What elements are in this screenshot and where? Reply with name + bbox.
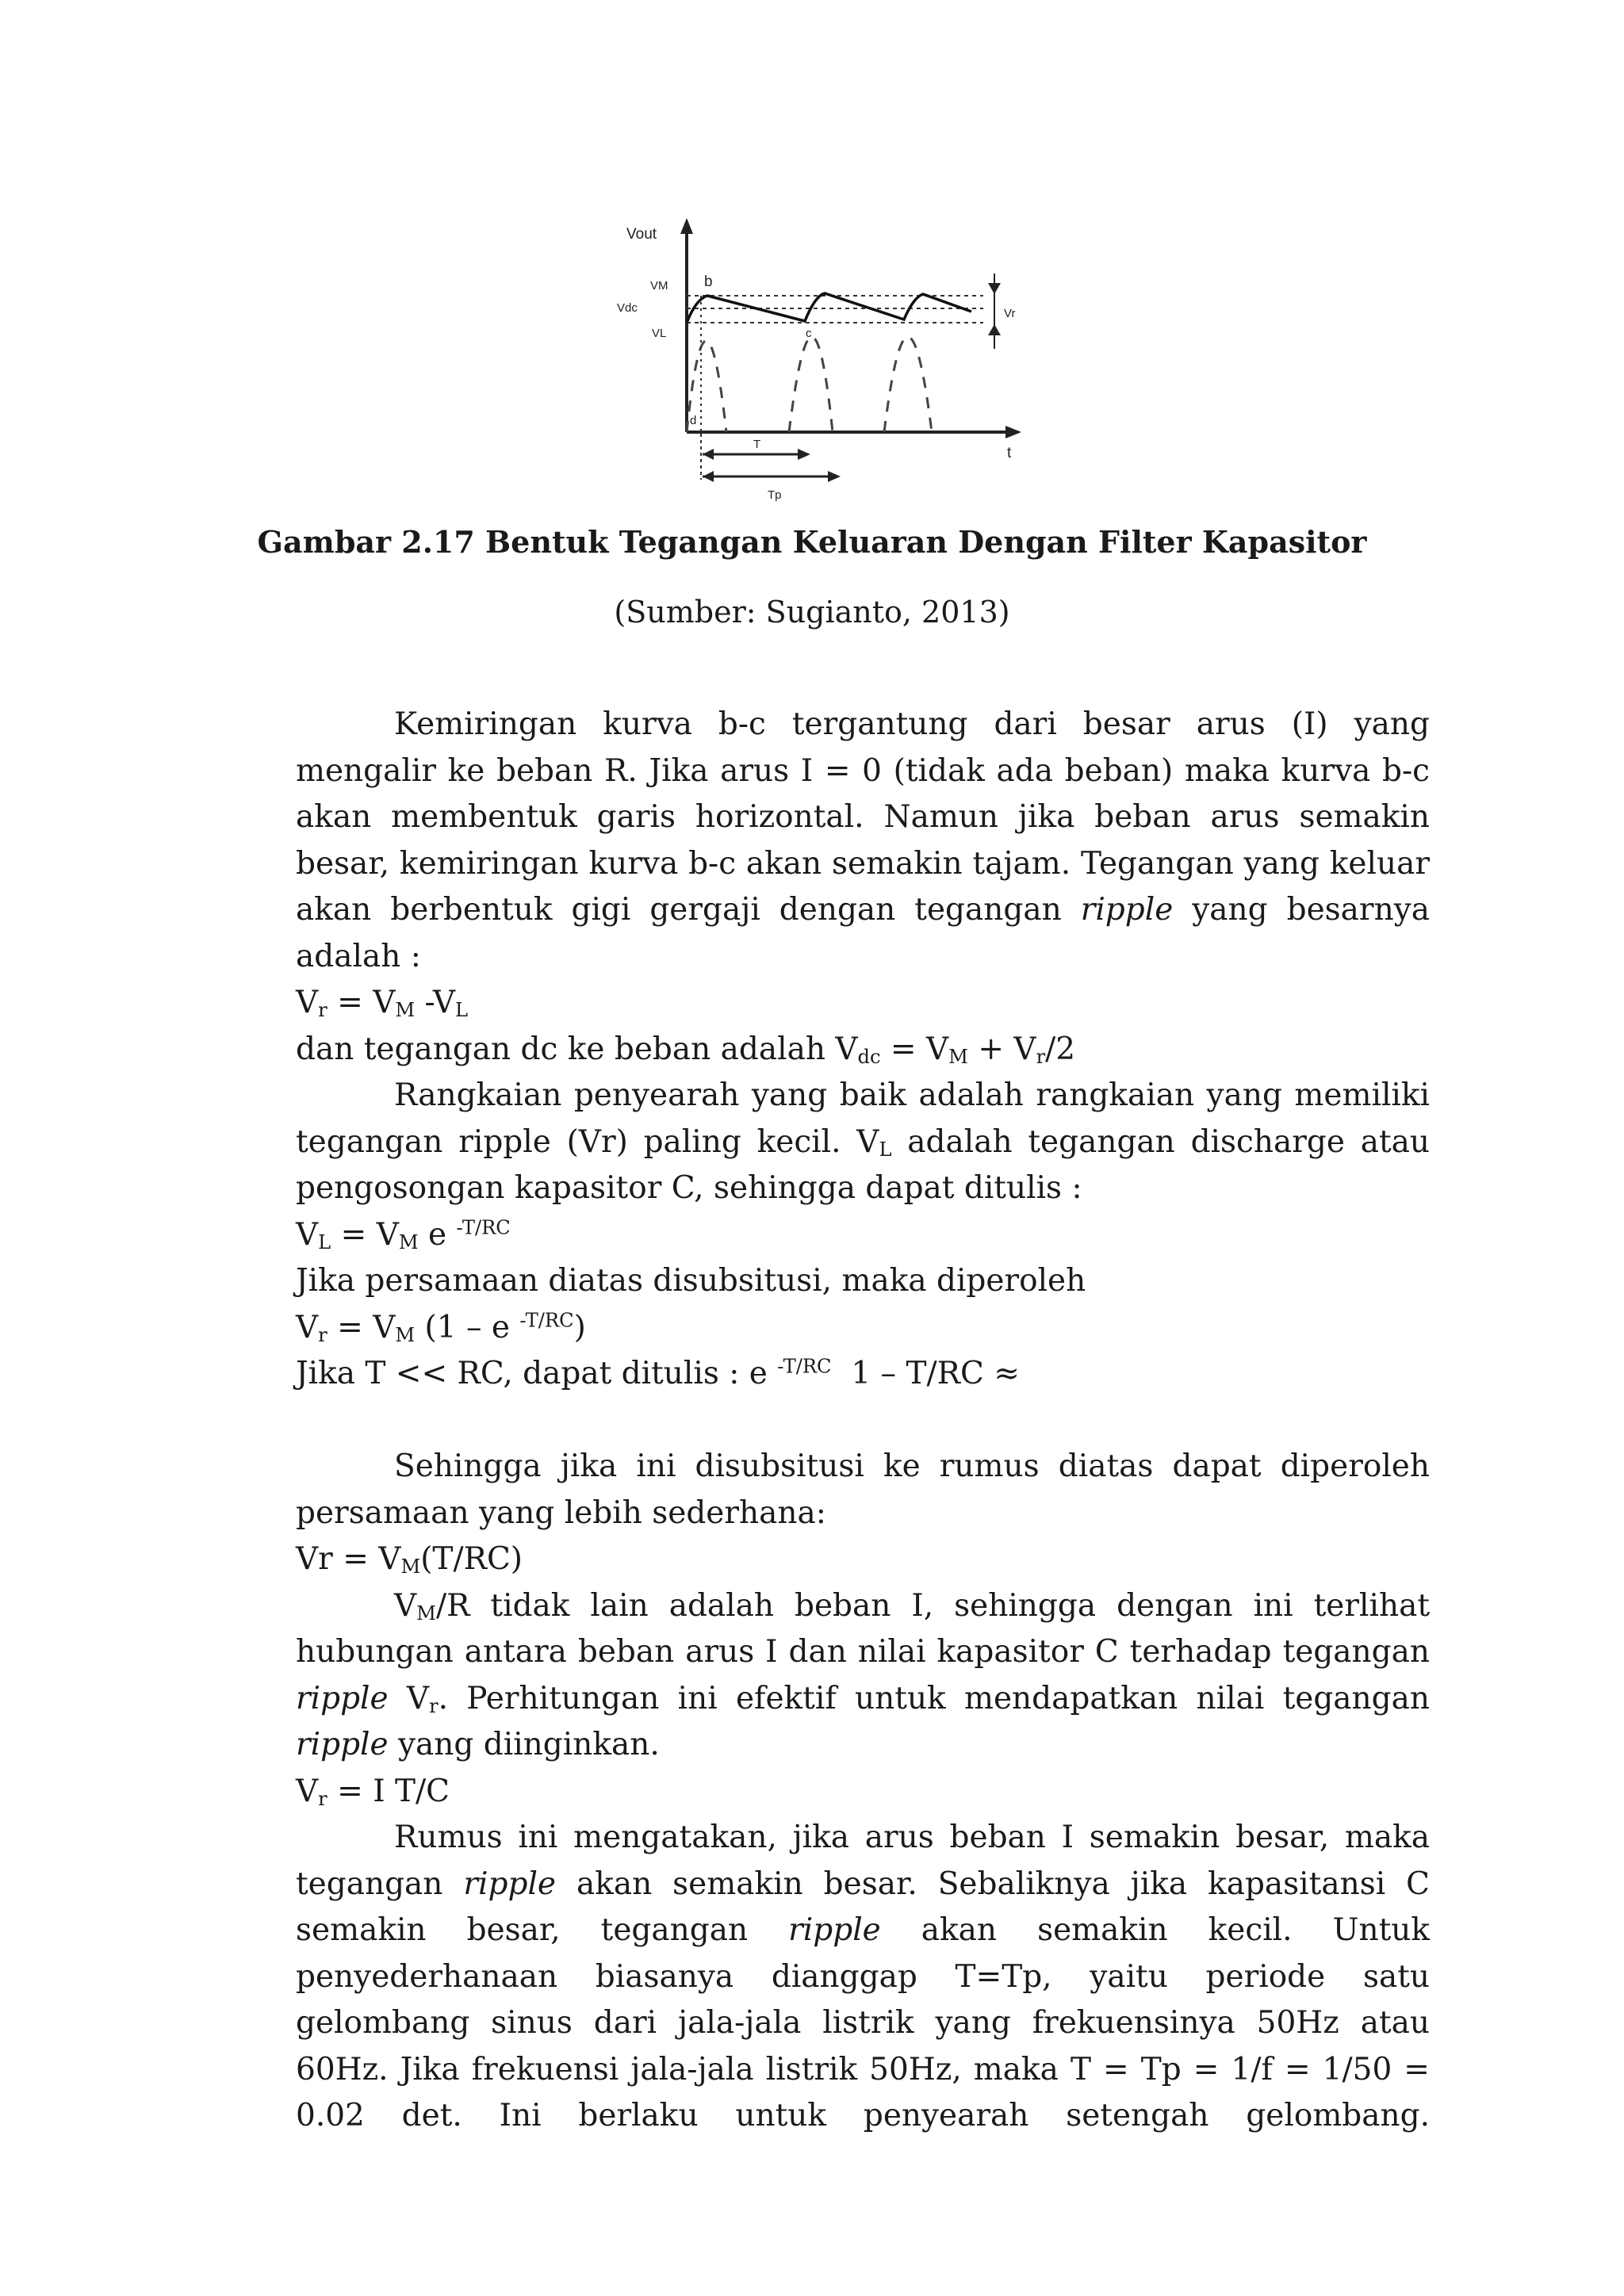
ripple-waveform-diagram — [611, 210, 1039, 511]
period-t-arrow-right — [798, 449, 810, 460]
t-axis-arrow — [1005, 426, 1021, 438]
line-approximation: Jika T << RC, dapat ditulis : e $^{-T/RC}$ 1 – T/RC ≈ — [296, 1355, 1020, 1391]
vr-arrow-up — [988, 324, 1001, 335]
body-text — [296, 702, 1430, 2140]
y-axis-arrow — [680, 218, 693, 234]
label-vm: VM — [650, 279, 668, 293]
paragraph-2: Rangkaian penyearah yang baik adalah rangkaian yang memiliki tegangan ripple (Vr) paling kecil. $V_L$ adalah tegangan discharge atau pengosongan kapasitor C, sehingga dapat ditulis : — [296, 1077, 1430, 1206]
equation-vr-itc: $V_r = I$ T/C — [296, 1773, 450, 1810]
paragraph-5: Rumus ini mengatakan, jika arus beban I semakin besar, maka tegangan ripple akan semakin besar. Sebaliknya jika kapasitansi C semakin besar, tegangan ripple akan semakin kecil. Untuk penyederhanaan biasanya dianggap T=Tp, yaitu periode satu gelombang sinus dari jala-jala listrik yang frekuensinya 50Hz atau 60Hz. Jika frekuensi jala-jala listrik 50Hz, maka T = Tp = 1/f = 1/50 = 0.02 det. Ini berlaku untuk penyearah setengah gelombang. — [296, 1820, 1430, 2133]
sine-hump-3 — [884, 337, 932, 432]
equation-vr-simple: $Vr = V_M(T/RC)$ — [296, 1541, 523, 1578]
vr-arrow-down — [988, 283, 1001, 294]
figure-caption-source: (Sumber: Sugianto, 2013) — [614, 595, 1010, 629]
period-tp-arrow-right — [828, 471, 841, 482]
line-substitution: Jika persamaan diatas disubsitusi, maka diperoleh — [296, 1263, 1086, 1299]
equation-vr-full: $V_r = V_M$ (1 – e $^{-T/RC}$) — [296, 1309, 586, 1346]
paragraph-3: Sehingga jika ini disubsitusi ke rumus diatas dapat diperoleh persamaan yang lebih sederhana: — [296, 1448, 1430, 1531]
period-t-arrow-left — [703, 449, 714, 460]
period-tp-arrow-left — [703, 471, 714, 482]
equation-vdc-line: dan tegangan dc ke beban adalah $V_{dc} = V_M + V_r/2$ — [296, 1031, 1076, 1068]
label-point-b: b — [704, 274, 713, 290]
equation-vr: $V_r = V_M$ $-V_L$ — [296, 985, 469, 1021]
paragraph-1: Kemiringan kurva b-c tergantung dari besar arus (I) yang mengalir ke beban R. Jika arus I = 0 (tidak ada beban) maka kurva b-c akan membentuk garis horizontal. Namun jika beban arus semakin besar, kemiringan kurva b-c akan semakin tajam. Tegangan yang keluar akan berbentuk gigi gergaji dengan tegangan ripple yang besarnya adalah : — [296, 706, 1430, 974]
label-point-d: d — [690, 414, 697, 427]
label-vout: Vout — [626, 226, 657, 243]
label-vr: Vr — [1004, 307, 1016, 320]
figure-caption-title: Gambar 2.17 Bentuk Tegangan Keluaran Dengan Filter Kapasitor — [257, 524, 1367, 560]
blank-line — [296, 1398, 1430, 1445]
ripple-waveform-figure — [611, 210, 1039, 511]
label-point-c: c — [806, 327, 812, 340]
label-vl: VL — [652, 327, 667, 340]
label-vdc: Vdc — [617, 301, 638, 315]
sine-hump-2 — [789, 337, 833, 432]
equation-vl: $V_L = V_M$ e $^{-T/RC}$ — [296, 1216, 511, 1253]
label-t-axis: t — [1007, 445, 1012, 461]
label-period-t: T — [753, 438, 761, 451]
paragraph-4: $V_M/R$ tidak lain adalah beban I, sehingga dengan ini terlihat hubungan antara beban arus I dan nilai kapasitor C terhadap tegangan ripple $V_r$. Perhitungan ini efektif untuk mendapatkan nilai tegangan ripple yang diinginkan. — [296, 1587, 1431, 1762]
label-period-tp: Tp — [768, 488, 782, 502]
